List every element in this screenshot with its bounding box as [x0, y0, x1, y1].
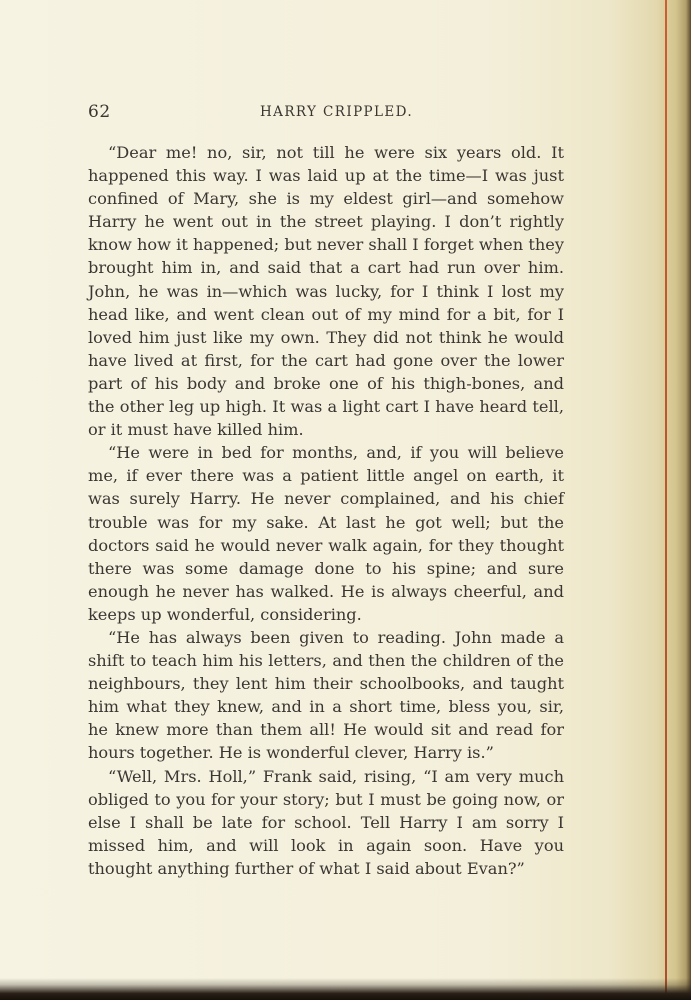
running-title: HARRY CRIPPLED.: [260, 104, 414, 120]
page-header: [88, 102, 618, 128]
scan-bottom-border: [0, 978, 691, 1000]
body-text: [88, 141, 564, 880]
page-edge-line: [665, 0, 667, 1000]
paragraph: “Well, Mrs. Holl,” Frank said, rising, “I am very much obliged to you for your story; but I must be going now, or else I shall be late for school. Tell Harry I am sorry I missed him, and will look in again soon. Have you thought anything further of what I said about Evan?”: [88, 766, 564, 878]
paragraph: “He has always been given to reading. John made a shift to teach him his letters, and then the children of the neighbours, they lent him their schoolbooks, and taught him what they knew, and in a short time, bless you, sir, he knew more than them all! He would sit and read for hours together. He is wonderful clever, Harry is.”: [88, 627, 564, 763]
page-edge-shadow: [657, 0, 691, 1000]
paragraph: “He were in bed for months, and, if you will believe me, if ever there was a patient little angel on earth, it was surely Harry. He never complained, and his chief trouble was for my sake. At last he got well; but the doctors said he would never walk again, for they thought there was some damage done to his spine; and sure enough he never has walked. He is always cheerful, and keeps up wonderful, considering.: [88, 443, 564, 624]
page-number: 62: [88, 102, 111, 122]
paragraph: “Dear me! no, sir, not till he were six years old. It happened this way. I was laid up at the time—I was just confined of Mary, she is my eldest girl—and somehow Harry he went out in the street playing. I don’t rightly know how it happened; but never shall I forget when they brought him in, and said that a cart had run over him. John, he was in—which was lucky, for I think I lost my head like, and went clean out of my mind for a bit, for I loved him just like my own. They did not think he would have lived at first, for the cart had gone over the lower part of his body and broke one of his thigh-bones, and the other leg up high. It was a light cart I have heard tell, or it must have killed him.: [88, 143, 564, 440]
